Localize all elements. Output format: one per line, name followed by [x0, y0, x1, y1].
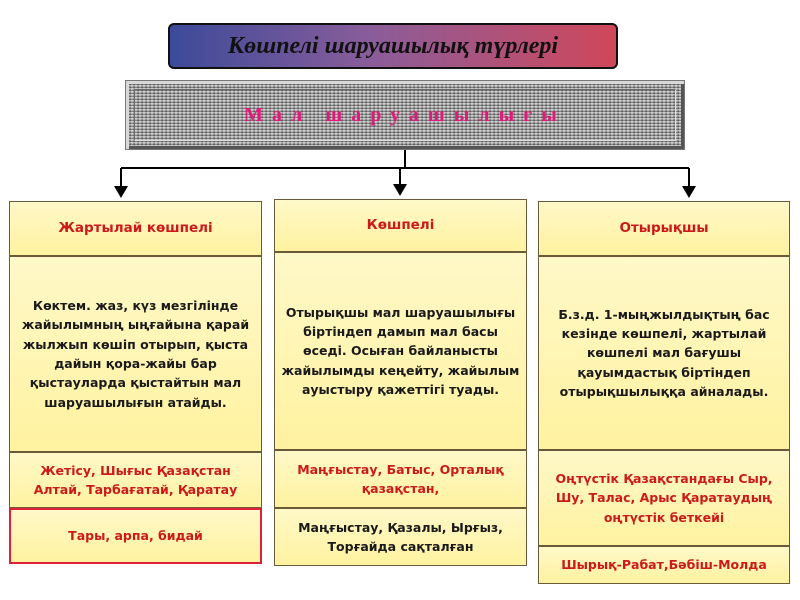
col2-preserved: Маңғыстау, Қазалы, Ырғыз, Торғайда сақталған [274, 508, 527, 566]
col2-header: Көшпелі [274, 199, 527, 252]
col3-sites: Шырық-Рабат,Бәбіш-Молда [538, 546, 790, 584]
col1-header: Жартылай көшпелі [9, 201, 262, 256]
col2-regions: Маңғыстау, Батыс, Орталық қазақстан, [274, 450, 527, 508]
middle-arrowhead [393, 184, 407, 196]
col1-description: Көктем. жаз, күз мезгілінде жайылымның ыңғайына қарай жылжып көшіп отырып, қыста дайын қора-жайы бар қыстауларда қыстайтын мал шаруашылығын атайды. [9, 256, 262, 452]
col3-header: Отырықшы [538, 201, 790, 256]
col1-crops: Тары, арпа, бидай [9, 508, 262, 564]
col1-regions: Жетісу, Шығыс Қазақстан Алтай, Тарбағатай, Қаратау [9, 452, 262, 508]
right-arrowhead [682, 186, 696, 198]
diagram-title: Көшпелі шаруашылық түрлері [168, 23, 618, 69]
col2-description: Отырықшы мал шаруашылығы біртіндеп дамып мал басы өседі. Осыған байланысты жайылымды кеңейту, жайылым ауыстыру қажеттігі туады. [274, 252, 527, 450]
left-arrowhead [114, 186, 128, 198]
banner-label: Мал шаруашылығы [134, 89, 676, 141]
col3-description: Б.з.д. 1-мыңжылдықтың бас кезінде көшпелі, жартылай көшпелі мал бағушы қауымдастық біртіндеп отырықшылыққа айналады. [538, 256, 790, 450]
col3-regions: Оңтүстік Қазақстандағы Сыр, Шу, Талас, Арыс Қаратаудың оңтүстік беткейі [538, 450, 790, 546]
